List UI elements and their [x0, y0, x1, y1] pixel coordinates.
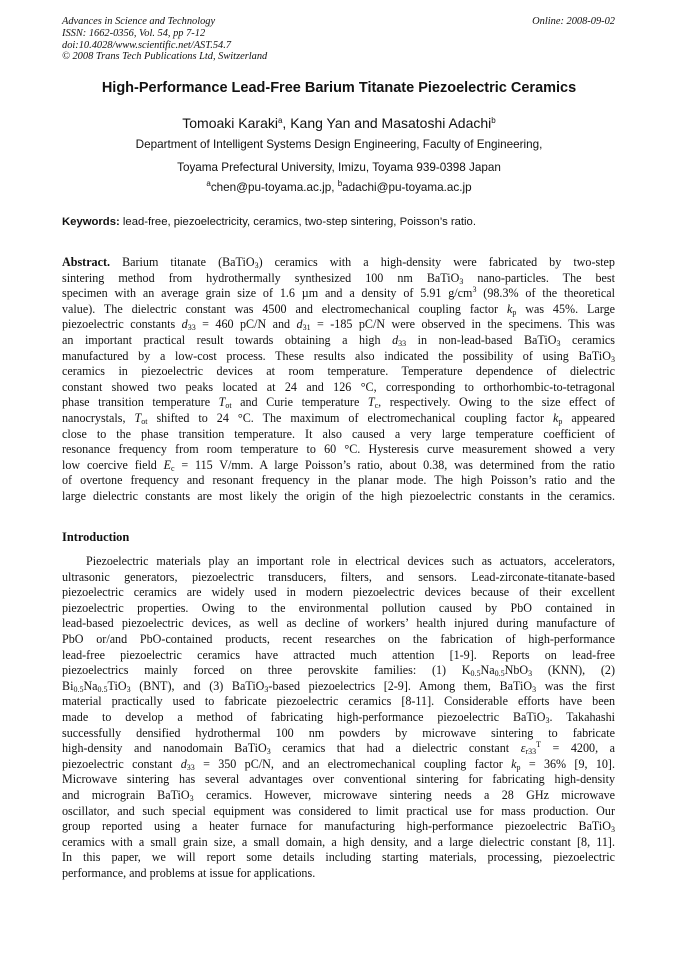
symbol: d — [392, 332, 399, 347]
author-name: Tomoaki Karaki — [182, 115, 278, 131]
keywords — [62, 216, 476, 228]
intro-line: In this paper, we will report some details including starting materials, processing, piezoelectric — [62, 850, 615, 865]
text-run: = 36% [9, 10]. — [520, 756, 615, 771]
email-line — [40, 181, 638, 194]
abstract-line — [62, 349, 615, 365]
abstract-line: close to the phase transition temperature. It also caused a very large temperature coefficient of — [62, 426, 615, 441]
text-run: nanocrystals, — [62, 410, 135, 425]
subscript: c — [171, 463, 175, 473]
subscript: ot — [141, 416, 148, 426]
text-run: shifted to 24 °C. The maximum of electromechanical coupling factor — [147, 410, 553, 425]
subscript: p — [516, 762, 521, 772]
abstract-line — [62, 302, 615, 318]
subscript: 3 — [254, 261, 259, 270]
subscript: 3 — [611, 354, 615, 364]
text-run: nano-particles. The best — [463, 270, 615, 285]
superscript: 3 — [472, 286, 477, 295]
intro-line: Microwave sintering has several advantages over conventional sintering for fabricating high-density — [62, 772, 615, 787]
abstract-line: large dielectric constants are most likely the origin of the high piezoelectric constants in the ceramics. — [62, 488, 615, 503]
abstract-line — [62, 286, 615, 302]
email-marker: b — [337, 179, 343, 188]
text-run: = 460 pC/N and — [195, 317, 297, 332]
intro-line: oscillator, and such special equipment was considered to limit practical use for mass production. Our — [62, 803, 615, 818]
email-link[interactable]: adachi@pu-toyama.ac.jp — [342, 181, 472, 194]
abstract-line: resonance frequency from room temperature to 60 °C. Hysteresis curve measurement showed a very — [62, 442, 615, 457]
abstract-line — [62, 395, 615, 411]
subscript: 3 — [556, 338, 561, 348]
subscript: 0.5 — [494, 669, 505, 679]
superscript: T — [536, 741, 542, 750]
text-run: specimen with an average grain size of 1.6 µm and a density of 5.91 g/cm — [62, 286, 473, 301]
keywords-label: Keywords: — [62, 216, 120, 228]
text-run: high-density and nanodomain BaTiO — [62, 741, 267, 756]
subscript: c — [374, 401, 379, 411]
subscript: 3 — [126, 684, 131, 694]
subscript: 31 — [302, 323, 311, 333]
symbol: T — [134, 410, 142, 425]
text-run: TiO — [107, 678, 127, 693]
text-run: Na — [83, 678, 98, 693]
copyright: © 2008 Trans Tech Publications Ltd, Switzerland — [62, 51, 268, 63]
intro-line: lead-free piezoelectric ceramics have attracted much attention [1-9]. Reports on lead-free — [62, 647, 615, 662]
subscript: ot — [225, 401, 232, 411]
intro-line: ultrasonic generators, piezoelectric transducers, filters, and sensors. Lead-zirconate-titanate-based — [62, 569, 615, 584]
author-name: , Kang Yan and Masatoshi Adachi — [282, 115, 492, 131]
text-run: and micrograin BaTiO — [62, 787, 190, 802]
text-run: (BNT), and (3) BaTiO — [130, 678, 265, 693]
text-run: ) ceramics with a high-density were fabricated by two-step — [258, 255, 615, 269]
text-run: -based piezoelectrics [2-9]. Among them, BaTiO — [268, 678, 533, 693]
intro-line: lead-based piezoelectric devices, as well as decline of workers’ health injured during manufacture of — [62, 616, 615, 631]
subscript: 3 — [189, 793, 194, 803]
symbol: k — [506, 301, 513, 316]
text-run: piezoelectric constants — [62, 317, 182, 332]
text-run: = 115 V/mm. A large Poisson’s ratio, about 0.38, was determined from the ratio — [174, 457, 615, 472]
symbol: d — [181, 317, 188, 332]
text-run: piezoelectric constant — [62, 756, 181, 771]
subscript: r33 — [525, 747, 537, 757]
subscript: 3 — [532, 684, 537, 694]
text-run: Bi — [62, 678, 74, 693]
symbol: d — [180, 756, 187, 771]
subscript: 3 — [459, 276, 464, 286]
introduction-body — [62, 554, 615, 881]
abstract-line — [62, 333, 615, 349]
intro-line: piezoelectric properties. Owing to the environmental pollution caused by PbO contained in — [62, 600, 615, 615]
keywords-text: lead-free, piezoelectricity, ceramics, two-step sintering, Poisson’s ratio. — [119, 216, 476, 228]
intro-line — [62, 741, 615, 757]
text-run: manufactured by a low-cost process. These results also indicated the possibility of using BaTiO — [62, 348, 611, 363]
text-run: group reported using a heater furnace for manufacturing high-performance piezoelectric BaTiO — [62, 819, 611, 834]
symbol: k — [552, 410, 559, 425]
subscript: 3 — [266, 747, 271, 757]
symbol: k — [511, 756, 517, 771]
text-run: value). The dielectric constant was 4500 and electromechanical coupling factor — [62, 301, 507, 316]
intro-line: PbO or/and PbO-contained products, recent researches on the fabrication of high-performance — [62, 631, 615, 646]
text-run: ceramics — [560, 332, 615, 347]
subscript: p — [512, 307, 517, 317]
abstract-line: ceramics in piezoelectric devices at room temperature. Temperature dependence of dielectric — [62, 364, 615, 379]
abstract-line: constant showed two peaks located at 24 and 126 °C, corresponding to orthorhombic-to-tetragonal — [62, 379, 615, 394]
text-run: Na — [480, 663, 495, 678]
text-run: . Takahashi — [549, 709, 615, 724]
subscript: p — [558, 416, 563, 426]
email-marker: a — [206, 179, 211, 188]
paper-title: High-Performance Lead-Free Barium Titanate Piezoelectric Ceramics — [101, 80, 577, 96]
text-run: , respectively. Owing to the size effect of — [378, 395, 615, 410]
intro-line — [62, 788, 615, 804]
intro-line: piezoelectric ceramics are widely used in modern piezoelectric devices because of their excellent — [62, 585, 615, 600]
text-run: NbO — [504, 663, 529, 678]
abstract-line — [62, 317, 615, 333]
affiliation-marker: a — [277, 116, 283, 125]
text-run: = -185 pC/N were observed in the specimens. This was — [310, 317, 615, 332]
symbol: d — [296, 317, 303, 332]
subscript: 0.5 — [73, 684, 84, 694]
text-run: and Curie temperature — [231, 395, 368, 410]
text-run: made to develop a method of fabricating high-performance piezoelectric BaTiO — [62, 709, 546, 724]
intro-line: Piezoelectric materials play an important role in electrical devices such as actuators, accelerators, — [86, 554, 615, 568]
affiliation-line: Toyama Prefectural University, Imizu, Toyama 939-0398 Japan — [177, 161, 501, 174]
journal-header — [62, 16, 267, 63]
online-date: Online: 2008-09-02 — [532, 16, 615, 27]
abstract-line — [62, 271, 615, 287]
doi: doi:10.4028/www.scientific.net/AST.54.7 — [62, 39, 232, 51]
abstract-line: of overtone frequency and resonant frequency in the planar mode. The high Poisson’s ratio and the — [62, 473, 615, 488]
text-run: ceramics. However, microwave sintering needs a 28 GHz microwave — [193, 787, 615, 802]
subscript: 3 — [528, 669, 533, 679]
text-run: Barium titanate (BaTiO — [110, 255, 255, 269]
affiliation-line: Department of Intelligent Systems Design Engineering, Faculty of Engineering, — [135, 138, 543, 151]
abstract-line — [62, 458, 615, 474]
text-run: sintering method from hydrothermally synthesized 100 nm BaTiO — [62, 270, 460, 285]
text-run: was 45%. Large — [516, 301, 615, 316]
intro-line — [62, 757, 615, 773]
text-run: was the first — [536, 678, 615, 693]
text-run: an important practical result towards obtaining a high — [62, 332, 393, 347]
intro-line — [62, 819, 615, 835]
text-run: piezoelectrics mainly forced on three perovskite families: (1) K — [62, 663, 471, 678]
issn: ISSN: 1662-0356, Vol. 54, pp 7-12 — [62, 27, 206, 39]
text-run: = 350 pC/N, and an electromechanical coupling factor — [194, 756, 512, 771]
intro-line: successfully densified hydrothermal 100 nm powders by microwave sintering to fabricate — [62, 725, 615, 740]
text-run: in non-lead-based BaTiO — [406, 332, 557, 347]
subscript: 0.5 — [470, 669, 481, 679]
symbol: T — [218, 395, 226, 410]
subscript: 33 — [187, 323, 196, 333]
author-list — [40, 115, 638, 131]
abstract — [62, 255, 615, 505]
abstract-line — [62, 255, 615, 271]
subscript: 33 — [186, 762, 195, 772]
text-run: (98.3% of the theoretical — [476, 286, 615, 301]
journal-name: Advances in Science and Technology — [62, 16, 216, 27]
symbol: ε — [520, 741, 526, 756]
section-heading: Introduction — [62, 530, 130, 544]
affiliation-marker: b — [491, 116, 496, 125]
subscript: 3 — [545, 715, 550, 725]
text-run: = 4200, a — [541, 741, 615, 756]
intro-line: material practically used to fabricate piezoelectric ceramics [8-11]. Considerable efforts have been — [62, 694, 615, 709]
intro-line — [62, 710, 615, 726]
intro-line — [62, 679, 615, 695]
text-run: appeared — [562, 410, 615, 425]
text-run: (KNN), (2) — [532, 663, 615, 678]
email-link[interactable]: chen@pu-toyama.ac.jp, — [210, 181, 338, 194]
subscript: 33 — [398, 338, 407, 348]
subscript: 3 — [611, 825, 615, 835]
symbol: T — [367, 395, 375, 410]
subscript: 3 — [264, 684, 269, 694]
symbol: E — [163, 457, 172, 472]
text-run: low coercive field — [62, 457, 164, 472]
text-run: phase transition temperature — [62, 395, 219, 410]
abstract-label: Abstract. — [62, 255, 111, 269]
text-run: ceramics that had a dielectric constant — [270, 741, 521, 756]
intro-line: ceramics with a small grain size, a small domain, a high density, and a large dielectric constant [8, 11]. — [62, 834, 615, 849]
intro-line: performance, and problems at issue for applications. — [62, 865, 316, 880]
abstract-line — [62, 411, 615, 427]
subscript: 0.5 — [97, 684, 108, 694]
intro-line — [62, 663, 615, 679]
